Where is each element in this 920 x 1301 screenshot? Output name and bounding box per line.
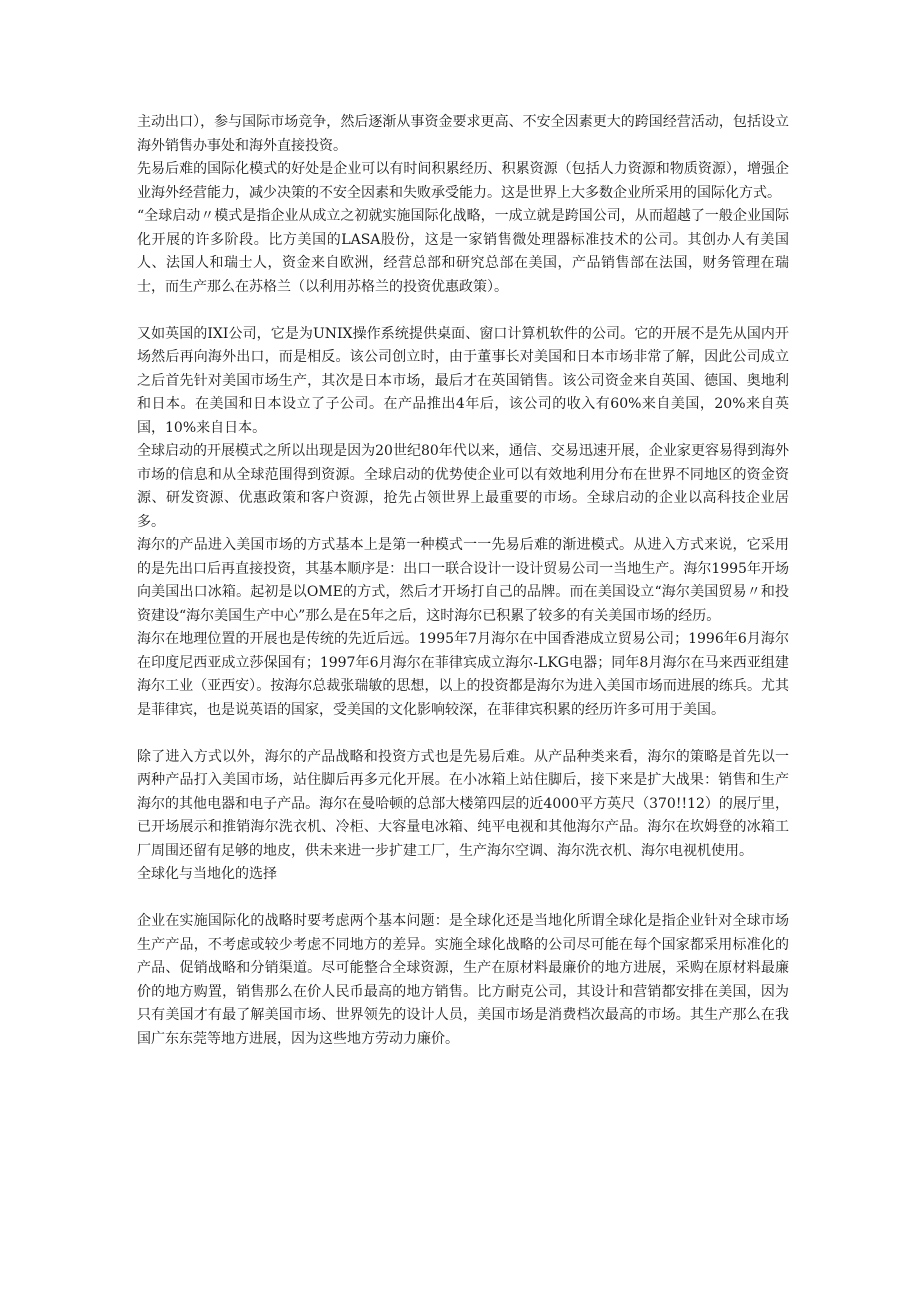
paragraph-ixi-company: 又如英国的IXI公司，它是为UNIX操作系统提供桌面、窗口计算机软件的公司。它的开展不是先从国内开场然后再向海外出口，而是相反。该公司创立时，由于董事长对美国和日本市场非常了解，因此公司成立之后首先针对美国市场生产，其次是日本市场，最后才在英国销售。该公司资金来自英国、德国、奥地利和日本。在美国和日本设立了子公司。在产品推出4年后，该公司的收入有60%来自美国，20%来自英国，10%来自日本。 bbox=[137, 325, 789, 436]
paragraph-haier-products: 除了进入方式以外，海尔的产品战略和投资方式也是先易后难。从产品种类来看，海尔的策略是首先以一两种产品打入美国市场，站住脚后再多元化开展。在小冰箱上站住脚后，接下来是扩大战果：销售和生产海尔的其他电器和电子产品。海尔在曼哈顿的总部大楼第四层的近4000平方英尺（370!!12）的展厅里，已开场展示和推销海尔洗衣机、冷柜、大容量电冰箱、纯平电视和其他海尔产品。海尔在坎姆登的冰箱工厂周围还留有足够的地皮，供未来进一步扩建工厂，生产海尔空调、海尔洗衣机、海尔电视机使用。 bbox=[137, 748, 789, 859]
paragraph-global-start-reasons: 全球启动的开展模式之所以出现是因为20世纪80年代以来，通信、交易迅速开展，企业家更容易得到海外市场的信息和从全球范围得到资源。全球启动的优势使企业可以有效地利用分布在世界不同地区的资金资源、研发资源、优惠政策和客户资源，抢先占领世界上最重要的市场。全球启动的企业以高科技企业居多。 bbox=[137, 443, 789, 530]
section-heading: 全球化与当地化的选择 bbox=[137, 866, 277, 882]
paragraph-haier-entry-mode: 海尔的产品进入美国市场的方式基本上是第一种模式一一先易后难的渐进模式。从进入方式来说，它采用的是先出口后再直接投资，其基本顺序是：出口一联合设计一设计贸易公司一当地生产。海尔1995年开场向美国出口冰箱。起初是以OME的方式，然后才开场打自己的品牌。而在美国设立“海尔美国贸易〃和投资建设“海尔美国生产中心”那么是在5年之后，这时海尔已积累了较多的有关美国市场的经历。 bbox=[137, 537, 789, 624]
paragraph-continuation: 主动出口），参与国际市场竞争，然后逐渐从事资金要求更高、不安全因素更大的跨国经营活动，包括设立海外销售办事处和海外直接投资。 bbox=[137, 114, 789, 154]
paragraph-haier-geography: 海尔在地理位置的开展也是传统的先近后远。1995年7月海尔在中国香港成立贸易公司；1996年6月海尔在印度尼西亚成立莎保国有；1997年6月海尔在菲律宾成立海尔-LKG电器；同年8月海尔在马来西亚组建海尔工业（亚西安）。按海尔总裁张瑞敏的思想，以上的投资都是海尔为进入美国市场而进展的练兵。尤其是菲律宾，也是说英语的国家，受美国的文化影响较深，在菲律宾积累的经历许多可用于美国。 bbox=[137, 631, 789, 718]
document-body bbox=[137, 111, 789, 1051]
paragraph-globalization-localization: 企业在实施国际化的战略时要考虑两个基本问题：是全球化还是当地化所谓全球化是指企业针对全球市场生产产品，不考虑或较少考虑不同地方的差异。实施全球化战略的公司尽可能在每个国家都采用标准化的产品、促销战略和分销渠道。尽可能整合全球资源，生产在原材料最廉价的地方进展，采购在原材料最廉价的地方购置，销售那么在价人民币最高的地方销售。比方耐克公司，其设计和营销都安排在美国，因为只有美国才有最了解美国市场、世界领先的设计人员，美国市场是消费档次最高的市场。其生产那么在我国广东东莞等地方进展，因为这些地方劳动力廉价。 bbox=[137, 913, 789, 1047]
paragraph-gradual-model: 先易后难的国际化模式的好处是企业可以有时间积累经历、积累资源（包括人力资源和物质资源），增强企业海外经营能力，减少决策的不安全因素和失败承受能力。这是世界上大多数企业所采用的国际化方式。 bbox=[137, 161, 789, 201]
paragraph-global-start: “全球启动〃模式是指企业从成立之初就实施国际化战略，一成立就是跨国公司，从而超越了一般企业国际化开展的许多阶段。比方美国的LASA股份，这是一家销售微处理器标准技术的公司。其创办人有美国人、法国人和瑞士人，资金来自欧洲，经营总部和研究总部在美国，产品销售部在法国，财务管理在瑞士，而生产那么在苏格兰（以利用苏格兰的投资优惠政策）。 bbox=[137, 208, 789, 295]
